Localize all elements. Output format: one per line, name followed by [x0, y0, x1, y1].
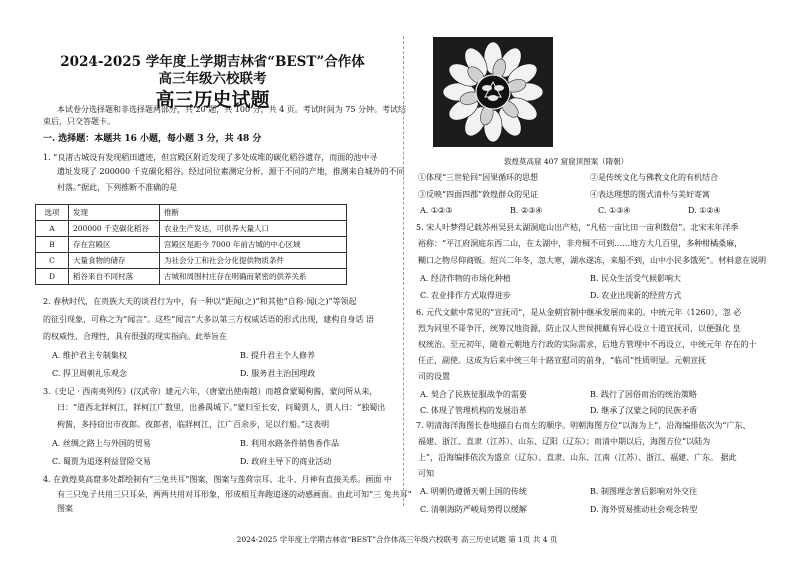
- table-row: [36, 269, 347, 285]
- q7-text: 福建、浙江、直隶（江苏）、山东、辽阳（辽东）；而清中期以后，海图方位“以陆为: [418, 437, 711, 446]
- table-cell: 为社会分工和社会分化提供物质条件: [160, 253, 347, 269]
- q2-option-b: B. 提升君主个人修养: [240, 351, 315, 360]
- table-row: [36, 237, 347, 253]
- q4-statement-4: ④表达理想的图式清朴与美好寄寓: [590, 190, 710, 199]
- q6-text: 司的设置: [418, 372, 450, 381]
- q6-text: 烈为同里不哥争汗，统筹汉地资源，防止汉人世侯拥戴有异心设立十道宣抚司，以便强化 皇: [418, 324, 741, 333]
- q3-option-a: A. 丝绸之路上与外国的贸易: [52, 439, 151, 448]
- q7-text: 上”，沿海编排依次为盛京（辽东）、直隶、山东、江南（江苏）、浙江、福建、广东。 据此: [418, 453, 737, 462]
- column-divider: [403, 36, 404, 506]
- table-header: 发现: [69, 205, 160, 221]
- table-cell: A: [36, 221, 69, 237]
- q1-text: 1. “良渚古城设有发现稻田遗迹，但宫殿区附近发现了多处成堆的碳化稻谷遗存，而面的池中寻: [43, 153, 378, 162]
- table-header: 推断: [160, 205, 347, 221]
- table-header: 选项: [36, 205, 69, 221]
- q3-text: 曰：“道西北牂柯江，牂柯江广数里，出番禺城下。”蒙归至长安，问蜀贾人，贾人曰：“独蜀出: [57, 403, 386, 412]
- q6-option-d: D. 继承了汉蒙之间的民族矛盾: [590, 406, 698, 415]
- q4-statement-2: ②是传统文化与佛教文化的有机结合: [590, 173, 718, 182]
- q4-text: 有三只兔子共用三只耳朵，两两共用对耳形象，形成相互奔跑追逐的动感画面。由此可知“三 兔共耳”: [57, 490, 412, 499]
- table-cell: 大量食物的储存: [69, 253, 160, 269]
- table-cell: 存在宫殿区: [69, 237, 160, 253]
- q5-text: 裕称：“平江府洞庭东西二山，在太湖中，非舟楫不可到……地方大几百里，多种柑橘桑麻，: [418, 239, 743, 248]
- q6-text: 6. 元代文献中常见的“宣抚司”，是从金朝官制中继承发展而来的。中统元年（1260），忽 必: [416, 308, 742, 317]
- q2-option-a: A. 维护君主专制集权: [52, 351, 127, 360]
- table-cell: 宫殿区是距今 7000 年前古城的中心区域: [160, 237, 347, 253]
- q3-option-d: D. 政府主导下的商业活动: [240, 457, 332, 466]
- table-row: [36, 221, 347, 237]
- q2-option-c: C. 捍卫周朝礼乐观念: [52, 369, 127, 378]
- table-cell: 200000 千克碳化稻谷: [69, 221, 160, 237]
- q7-text: 7. 明清海洋海图长卷地描自右而左的顺序。明朝海图方位“以海为上”，沿海编排依次为“广东、: [416, 421, 751, 430]
- q3-option-c: C. 蜀贾为追逐利益冒险交易: [52, 457, 151, 466]
- q1-text: 村落。”据此，下列推断不准确的是: [57, 183, 178, 192]
- q2-text: 2. 春秋时代，在贵族大夫的谈君行为中，有一种以“距闻(之)”和其他“自称·闻(之)”等领起: [43, 297, 357, 306]
- q4-statement-1: ①体现“三世轮回”因果循环的思想: [418, 173, 539, 182]
- q4-option-b: B. ②③④: [510, 206, 543, 215]
- q6-text: 权统治。至元初年，随着元朝地方行政的实际需求，后地方管理中不再设立，中统元年 存在的十: [418, 340, 757, 349]
- q4-text: 图案: [57, 504, 73, 513]
- table-cell: 古城和周围村庄存在明确而紧密的供养关系: [160, 269, 347, 285]
- figure-caption: 敦煌莫高窟 407 窟窟顶图案（隋朝）: [504, 157, 629, 166]
- q7-option-c: C. 清朝海防严峻局势得以缓解: [420, 505, 527, 514]
- q6-option-c: C. 体现了管理机构的发展沿革: [420, 406, 527, 415]
- q3-text: 3.《史记 · 西南夷列传》(汉武帝）建元六年，（唐蒙出使南越）而越食蒙蜀枸酱，蒙问所从来，: [43, 387, 378, 396]
- exam-subject-title: 高三历史试题: [155, 89, 270, 111]
- q2-option-d: D. 服务君主治国理政: [240, 369, 316, 378]
- section-heading: 一. 选择题：本题共 16 小题，每小题 3 分，共 48 分: [43, 134, 262, 144]
- q4-option-a: A. ①②③: [420, 206, 453, 215]
- table-cell: 农业生产发达，可供养大量人口: [160, 221, 347, 237]
- q5-option-d: D. 农业出现新的经营方式: [590, 291, 682, 300]
- q5-option-a: A. 经济作物的市场化种植: [420, 274, 511, 283]
- q4-option-c: C. ①③④: [598, 206, 631, 215]
- q3-option-b: B. 利用水路条件销售香作品: [240, 439, 339, 448]
- q5-text: 糊口之物尽仰商贩。绍兴二年冬，忽大寒，湖水遂冻，来船不到，山中小民多饿死”。材料意在说明: [418, 256, 767, 265]
- dunhuang-figure: [433, 37, 553, 147]
- q6-option-a: A. 契合了民族征服战争的需要: [420, 390, 527, 399]
- q7-option-d: D. 海外贸易推动社会观念转型: [590, 505, 698, 514]
- q5-option-b: B. 民众生活受气候影响大: [590, 274, 681, 283]
- q5-text: 5. 宋人叶梦得记载苏州吴县太湖洞庭山出产桔，“凡桔一亩比田一亩利数倍”。北宋末年洋季: [416, 223, 739, 232]
- table-cell: 稻谷来自不同村落: [69, 269, 160, 285]
- q4-option-d: D. ①②④: [688, 206, 721, 215]
- q1-table: [35, 204, 347, 285]
- table-cell: B: [36, 237, 69, 253]
- page-footer: 2024-2025 学年度上学期吉林省“BEST”合作体高三年级六校联考 高三历史试题 第 1页 共 4 页: [236, 535, 558, 544]
- lotus-rabbit-motif-icon: [433, 37, 553, 147]
- q6-option-b: B. 践行了因俗而治的统治策略: [590, 390, 697, 399]
- table-row: [36, 253, 347, 269]
- instructions-line2: 束后，只交答题卡。: [43, 117, 115, 126]
- q6-text: 任正，副使。这成为后来中统三年十路宣慰司的前身，“临司”性质明显。元朝宣抚: [418, 356, 707, 365]
- q2-text: 的征引现象，可称之为“闻言”。这些“闻言”大多以第三方权威话语的形式出现，建构自身话 语: [43, 315, 374, 324]
- exam-title-line1: 2024-2025 学年度上学期吉林省“BEST”合作体: [60, 54, 365, 70]
- exam-title-line2: 高三年级六校联考: [158, 71, 267, 87]
- q4-statement-3: ③反映“四面四郡”敦煌群众的见证: [418, 190, 539, 199]
- q7-option-b: B. 制图理念普后影响对外交往: [590, 487, 697, 496]
- q7-text: 可知: [418, 469, 434, 478]
- q3-text: 枸酱，多持窃出市夜郎。夜郎者，临牂柯江，江广百余步，足以行船。”这表明: [57, 420, 330, 429]
- q1-text: 遗址发现了 200000 千克碳化稻谷。经过同位素测定分析，源于不同的产地，推测来自城外的不同: [57, 167, 405, 176]
- q4-text: 4. 在敦煌莫高窟多处都绘制有“三兔共耳”图案，图案与莲荷宗耳、北斗、月神有直接关系。画面 中: [43, 475, 392, 484]
- table-cell: C: [36, 253, 69, 269]
- q2-text: 的权威性、合理性，具有很强的现实指向。此举旨在: [43, 332, 227, 341]
- q7-option-a: A. 明朝仍遵循天朝上国的传统: [420, 487, 527, 496]
- q5-option-c: C. 农业排作方式取得进步: [420, 291, 511, 300]
- instructions-line1: 本试卷分选择题和非选择题两部分，共 20 题，共 100 分，共 4 页。考试时间为 75 分钟。考试结: [57, 105, 407, 114]
- table-header-row: [36, 205, 347, 221]
- table-cell: D: [36, 269, 69, 285]
